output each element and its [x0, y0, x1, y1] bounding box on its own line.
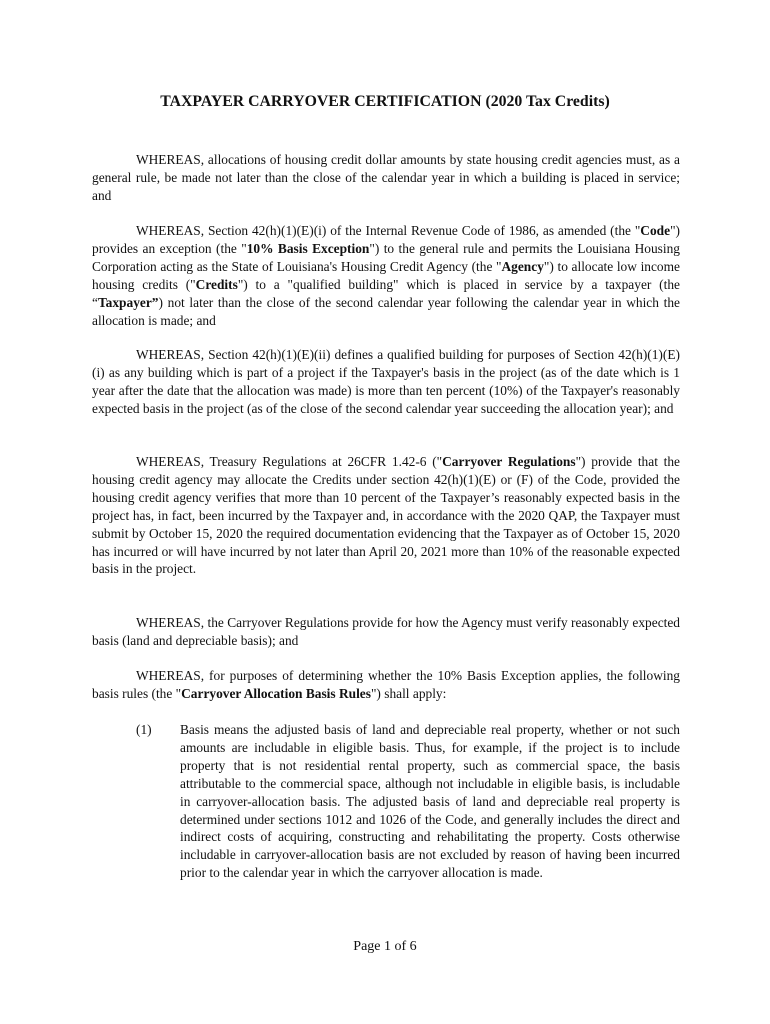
defined-term: Code — [640, 223, 671, 238]
paragraph-text: ") to a "qualified building" which is placed in service by a taxpayer (the “ — [92, 276, 680, 310]
document-title: TAXPAYER CARRYOVER CERTIFICATION (2020 Tax Credits) — [160, 93, 610, 110]
paragraph-1 — [92, 151, 680, 205]
defined-term: Carryover Regulations — [442, 454, 576, 469]
paragraph-text: WHEREAS, Section 42(h)(1)(E)(i) of the Internal Revenue Code of 1986, as amended (the " — [136, 223, 641, 238]
paragraph-text: ") to allocate low income housing credits (" — [92, 258, 680, 292]
defined-term: 10% Basis Exception — [246, 240, 370, 256]
paragraph-4 — [92, 453, 680, 578]
list-item-text: Basis means the adjusted basis of land and depreciable real property, whether or not such amounts are includable in eligible basis. Thus, for example, if the project is to include property that is not residential rental property, such as commercial space, the basis attributable to the commercial space, although not includable in eligible basis, is includable in carryover-allocation basis. The adjusted basis of land and depreciable real property is determined under sections 1012 and 1026 of the Code, and generally includes the direct and indirect costs of acquiring, constructing and rehabilitating the property. Costs otherwise includable in carryover-allocation basis are not excluded by reason of having been incurred prior to the calendar year in which the carryover allocation is made. — [180, 722, 680, 881]
paragraph-text: ") provide that the housing credit agency may allocate the Credits under section 42(h)(1)(E) or (F) of the Code, provided the housing credit agency verifies that more than 10 percent of the Taxpayer’s reasonably expected basis in the project has, in fact, been incurred by the Taxpayer and, in accordance with the 2020 QAP, the Taxpayer must submit by October 15, 2020 the required documentation evidencing that the Taxpayer as of October 15, 2020 has incurred or will have incurred by not later than April 20, 2021 more than 10% of the reasonable expected basis in the project. — [92, 454, 681, 577]
paragraph-6 — [92, 667, 680, 703]
paragraph-text: ") provides an exception (the " — [92, 223, 680, 256]
paragraph-text: WHEREAS, allocations of housing credit dollar amounts by state housing credit agencies must, as a general rule, be made not later than the close of the calendar year in which a building is placed in service; and — [92, 152, 680, 203]
list-item-number: (1) — [136, 722, 152, 737]
paragraph-text: ") to the general rule and permits the Louisiana Housing Corporation acting as the State of Louisiana's Housing Credit Agency (the " — [92, 240, 681, 274]
paragraph-text: WHEREAS, the Carryover Regulations provide for how the Agency must verify reasonably expected basis (land and depreciable basis); and — [92, 615, 680, 648]
defined-term: Agency — [501, 258, 544, 274]
defined-term: Taxpayer” — [97, 294, 159, 310]
defined-term: Credits — [195, 276, 238, 292]
paragraph-text: ") shall apply: — [370, 685, 447, 701]
paragraph-text: WHEREAS, Treasury Regulations at 26CFR 1.42-6 (" — [136, 454, 443, 469]
paragraph-2 — [92, 222, 680, 329]
paragraph-text: WHEREAS, Section 42(h)(1)(E)(ii) defines a qualified building for purposes of Section 42(h)(1)(E)(i) as any building which is part of a project if the Taxpayer's basis in the project (as of the date which is 1 year after the date that the allocation was made) is more than ten percent (10%) of the Taxpayer's reasonably expected basis in the project (as of the close of the second calendar year succeeding the allocation year); and — [92, 347, 680, 416]
paragraph-text: ) not later than the close of the second calendar year following the calendar year in which the allocation is made; and — [92, 294, 680, 328]
paragraph-5 — [92, 614, 680, 650]
paragraph-3 — [92, 346, 680, 418]
list-item — [92, 721, 680, 882]
page-number: Page 1 of 6 — [353, 939, 417, 954]
paragraph-text: WHEREAS, for purposes of determining whether the 10% Basis Exception applies, the following basis rules (the " — [92, 668, 680, 701]
defined-term: Carryover Allocation Basis Rules — [181, 685, 371, 701]
